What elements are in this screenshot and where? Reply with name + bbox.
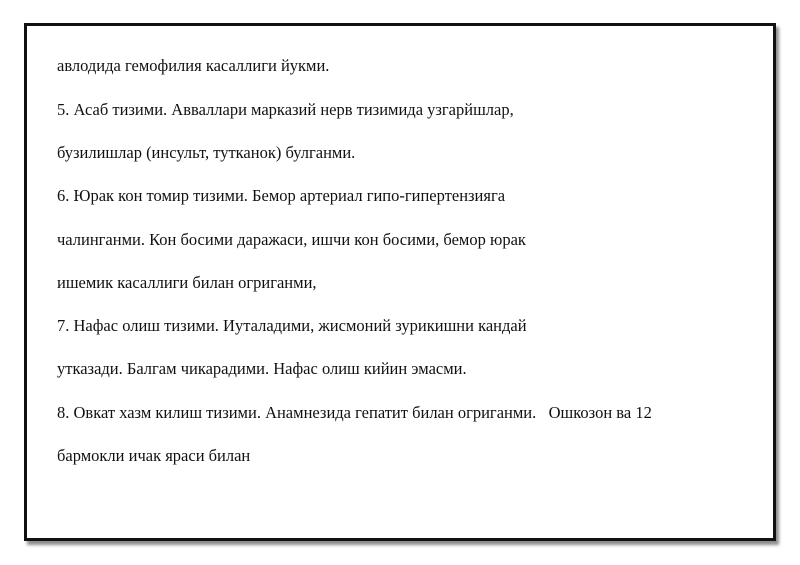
text-line-3: бузилишлар (инсульт, тутканок) булганми.: [57, 143, 356, 162]
text-line-6: ишемик касаллиги билан огриганми,: [57, 273, 317, 292]
text-line-5: чалинганми. Кон босими даражаси, ишчи кон босими, бемор юрак: [57, 230, 526, 249]
text-line-10: бармокли ичак яраси билан: [57, 446, 251, 465]
text-line-4: 6. Юрак кон томир тизими. Бемор артериал гипо-гипертензияга: [57, 186, 506, 205]
document-frame: [24, 23, 776, 541]
text-line-7: 7. Нафас олиш тизими. Иуталадими, жисмоний зурикишни кандай: [57, 316, 527, 335]
text-line-8: утказади. Балгам чикарадими. Нафас олиш кийин эмасми.: [57, 359, 467, 378]
text-line-1: авлодида гемофилия касаллиги йукми.: [57, 56, 330, 75]
text-line-9: 8. Овкат хазм килиш тизими. Анамнезида гепатит билан огриганми. Ошкозон ва 12: [57, 403, 652, 422]
text-line-2: 5. Асаб тизими. Авваллари марказий нерв тизимида узгарйшлар,: [57, 100, 514, 119]
